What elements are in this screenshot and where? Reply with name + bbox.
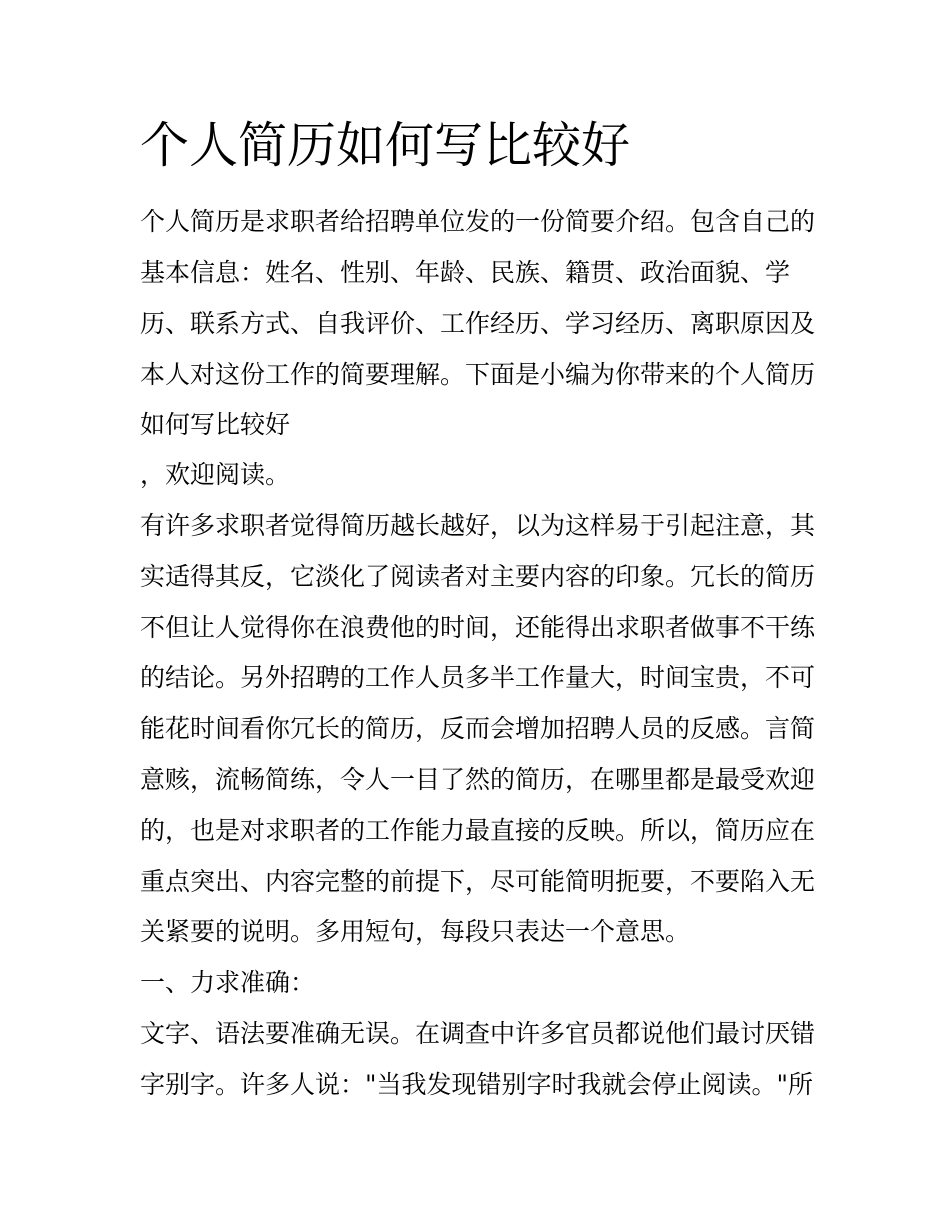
body-line-7: 的，也是对求职者的工作能力最直接的反映。所以，简历应在: [140, 816, 816, 845]
body-line-2: 实适得其反，它淡化了阅读者对主要内容的印象。冗长的简历: [140, 562, 816, 591]
body-line-4: 的结论。另外招聘的工作人员多半工作量大，时间宝贵，不可: [140, 663, 816, 692]
body-line-1: 有许多求职者觉得简历越长越好，以为这样易于引起注意，其: [140, 511, 816, 540]
body-line-5: 能花时间看你冗长的简历，反而会增加招聘人员的反感。言简: [140, 714, 816, 743]
intro-line-4: 本人对这份工作的简要理解。下面是小编为你带来的个人简历: [140, 360, 816, 389]
section-line-2: 字别字。许多人说："当我发现错别字时我就会停止阅读。"所: [140, 1070, 814, 1099]
document-title: 个人简历如何写比较好: [140, 117, 631, 174]
section-line-1: 文字、语法要准确无误。在调查中许多官员都说他们最讨厌错: [140, 1019, 816, 1048]
intro-line-3: 历、联系方式、自我评价、工作经历、学习经历、离职原因及: [140, 309, 816, 338]
intro-line-5: 如何写比较好: [140, 410, 291, 439]
section-heading-accuracy: 一、力求准确：: [140, 968, 316, 997]
body-line-8: 重点突出、内容完整的前提下，尽可能简明扼要，不要陷入无: [140, 867, 816, 896]
body-line-6: 意赅，流畅简练，令人一目了然的简历，在哪里都是最受欢迎: [140, 765, 816, 794]
intro-line-6: ，欢迎阅读。: [140, 460, 291, 489]
intro-line-2: 基本信息：姓名、性别、年龄、民族、籍贯、政治面貌、学: [140, 258, 791, 287]
body-line-3: 不但让人觉得你在浪费他的时间，还能得出求职者做事不干练: [140, 613, 816, 642]
intro-line-1: 个人简历是求职者给招聘单位发的一份简要介绍。包含自己的: [140, 207, 816, 236]
body-line-9: 关紧要的说明。多用短句，每段只表达一个意思。: [140, 917, 691, 946]
